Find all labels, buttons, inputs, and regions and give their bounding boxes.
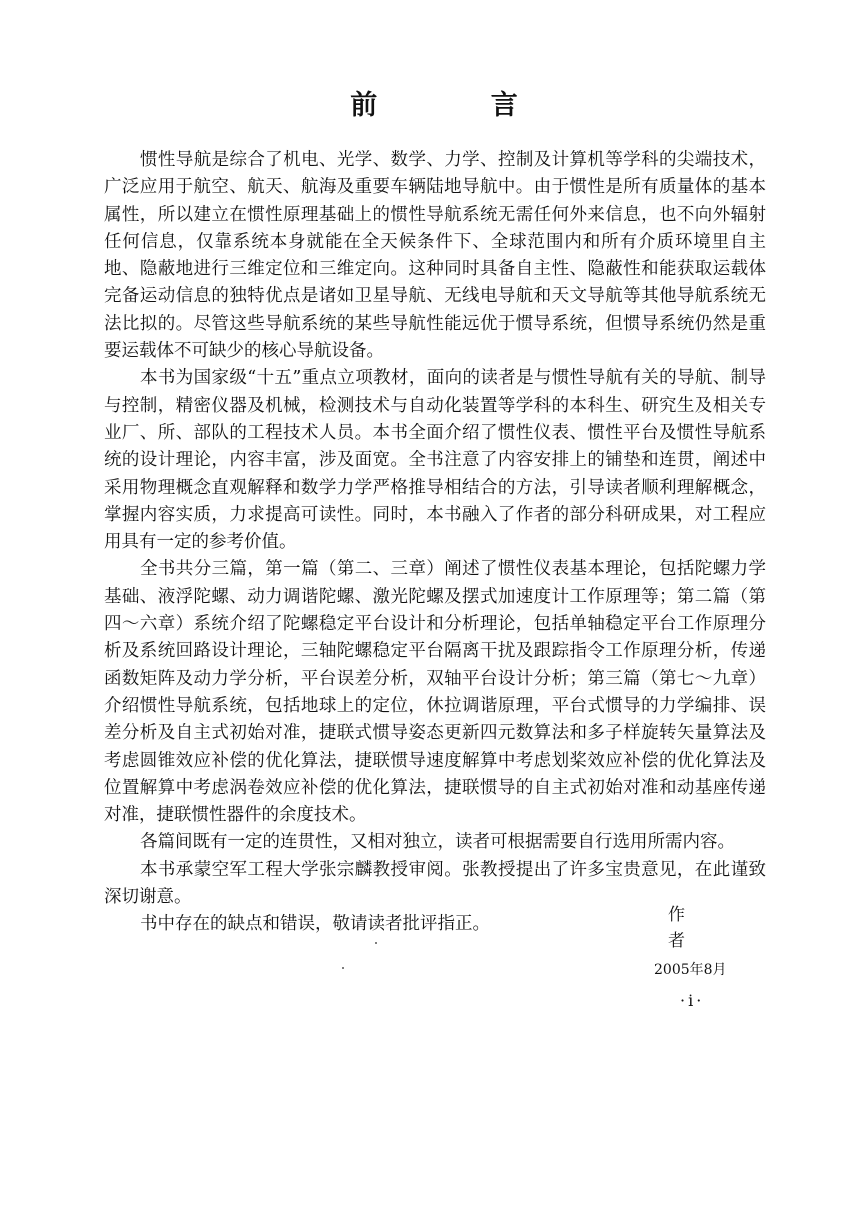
signature-block bbox=[620, 902, 770, 980]
paragraph-6: 书中存在的缺点和错误，敬请读者批评指正。 bbox=[140, 914, 490, 935]
paragraph-2: 本书为国家级“十五”重点立项教材，面向的读者是与惯性导航有关的导航、制导与控制，精密仪器及机械，检测技术与自动化装置等学科的本科生、研究生及相关专业厂、所、部队的工程技术人员。本书全面介绍了惯性仪表、惯性平台及惯性导航系统的设计理论，内容丰富，涉及面宽。全书注意了内容安排上的铺垫和连贯，阐述中采用物理概念直观解释和数学力学严格推导相结合的方法，引导读者顺利理解概念，掌握内容实质，力求提高可读性。同时，本书融入了作者的部分科研成果，对工程应用具有一定的参考价值。 bbox=[104, 368, 766, 553]
paragraph-5: 本书承蒙空军工程大学张宗麟教授审阅。张教授提出了许多宝贵意见，在此谨致深切谢意。 bbox=[104, 859, 766, 908]
scan-speck bbox=[342, 967, 344, 969]
page-number: ·i· bbox=[680, 991, 705, 1010]
paragraph-1: 惯性导航是综合了机电、光学、数学、力学、控制及计算机等学科的尖端技术，广泛应用于航空、航天、航海及重要车辆陆地导航中。由于惯性是所有质量体的基本属性，所以建立在惯性原理基础上的惯性导航系统无需任何外来信息，也不向外辐射任何信息，仅靠系统本身就能在全天候条件下、全球范围内和所有介质环境里自主地、隐蔽地进行三维定位和三维定向。这种同时具备自主性、隐蔽性和能获取运载体完备运动信息的独特优点是诸如卫星导航、无线电导航和天文导航等其他导航系统无法比拟的。尽管这些导航系统的某些导航性能远优于惯导系统，但惯导系统仍然是重要运载体不可缺少的核心导航设备。 bbox=[104, 150, 766, 362]
author-label: 作 者 bbox=[668, 905, 707, 951]
date-label: 2005年8月 bbox=[654, 962, 727, 978]
paragraph-3: 全书共分三篇，第一篇（第二、三章）阐述了惯性仪表基本理论，包括陀螺力学基础、液浮陀螺、动力调谐陀螺、激光陀螺及摆式加速度计工作原理等；第二篇（第四～六章）系统介绍了陀螺稳定平台设计和分析理论，包括单轴稳定平台工作原理分析及系统回路设计理论，三轴陀螺稳定平台隔离干扰及跟踪指令工作原理分析，传递函数矩阵及动力学分析，平台误差分析，双轴平台设计分析；第三篇（第七～九章）介绍惯性导航系统，包括地球上的定位，休拉调谐原理，平台式惯导的力学编排、误差分析及自主式初始对准，捷联式惯导姿态更新四元数算法和多子样旋转矢量算法及考虑圆锥效应补偿的优化算法，捷联惯导速度解算中考虑划桨效应补偿的优化算法及位置解算中考虑涡卷效应补偿的优化算法，捷联惯导的自主式初始对准和动基座传递对准，捷联惯性器件的余度技术。 bbox=[104, 559, 766, 826]
page-title: 前 言 bbox=[350, 90, 570, 121]
scan-speck bbox=[375, 942, 377, 944]
preface-body bbox=[104, 147, 766, 939]
paragraph-4: 各篇间既有一定的连贯性，又相对独立，读者可根据需要自行选用所需内容。 bbox=[140, 832, 735, 853]
